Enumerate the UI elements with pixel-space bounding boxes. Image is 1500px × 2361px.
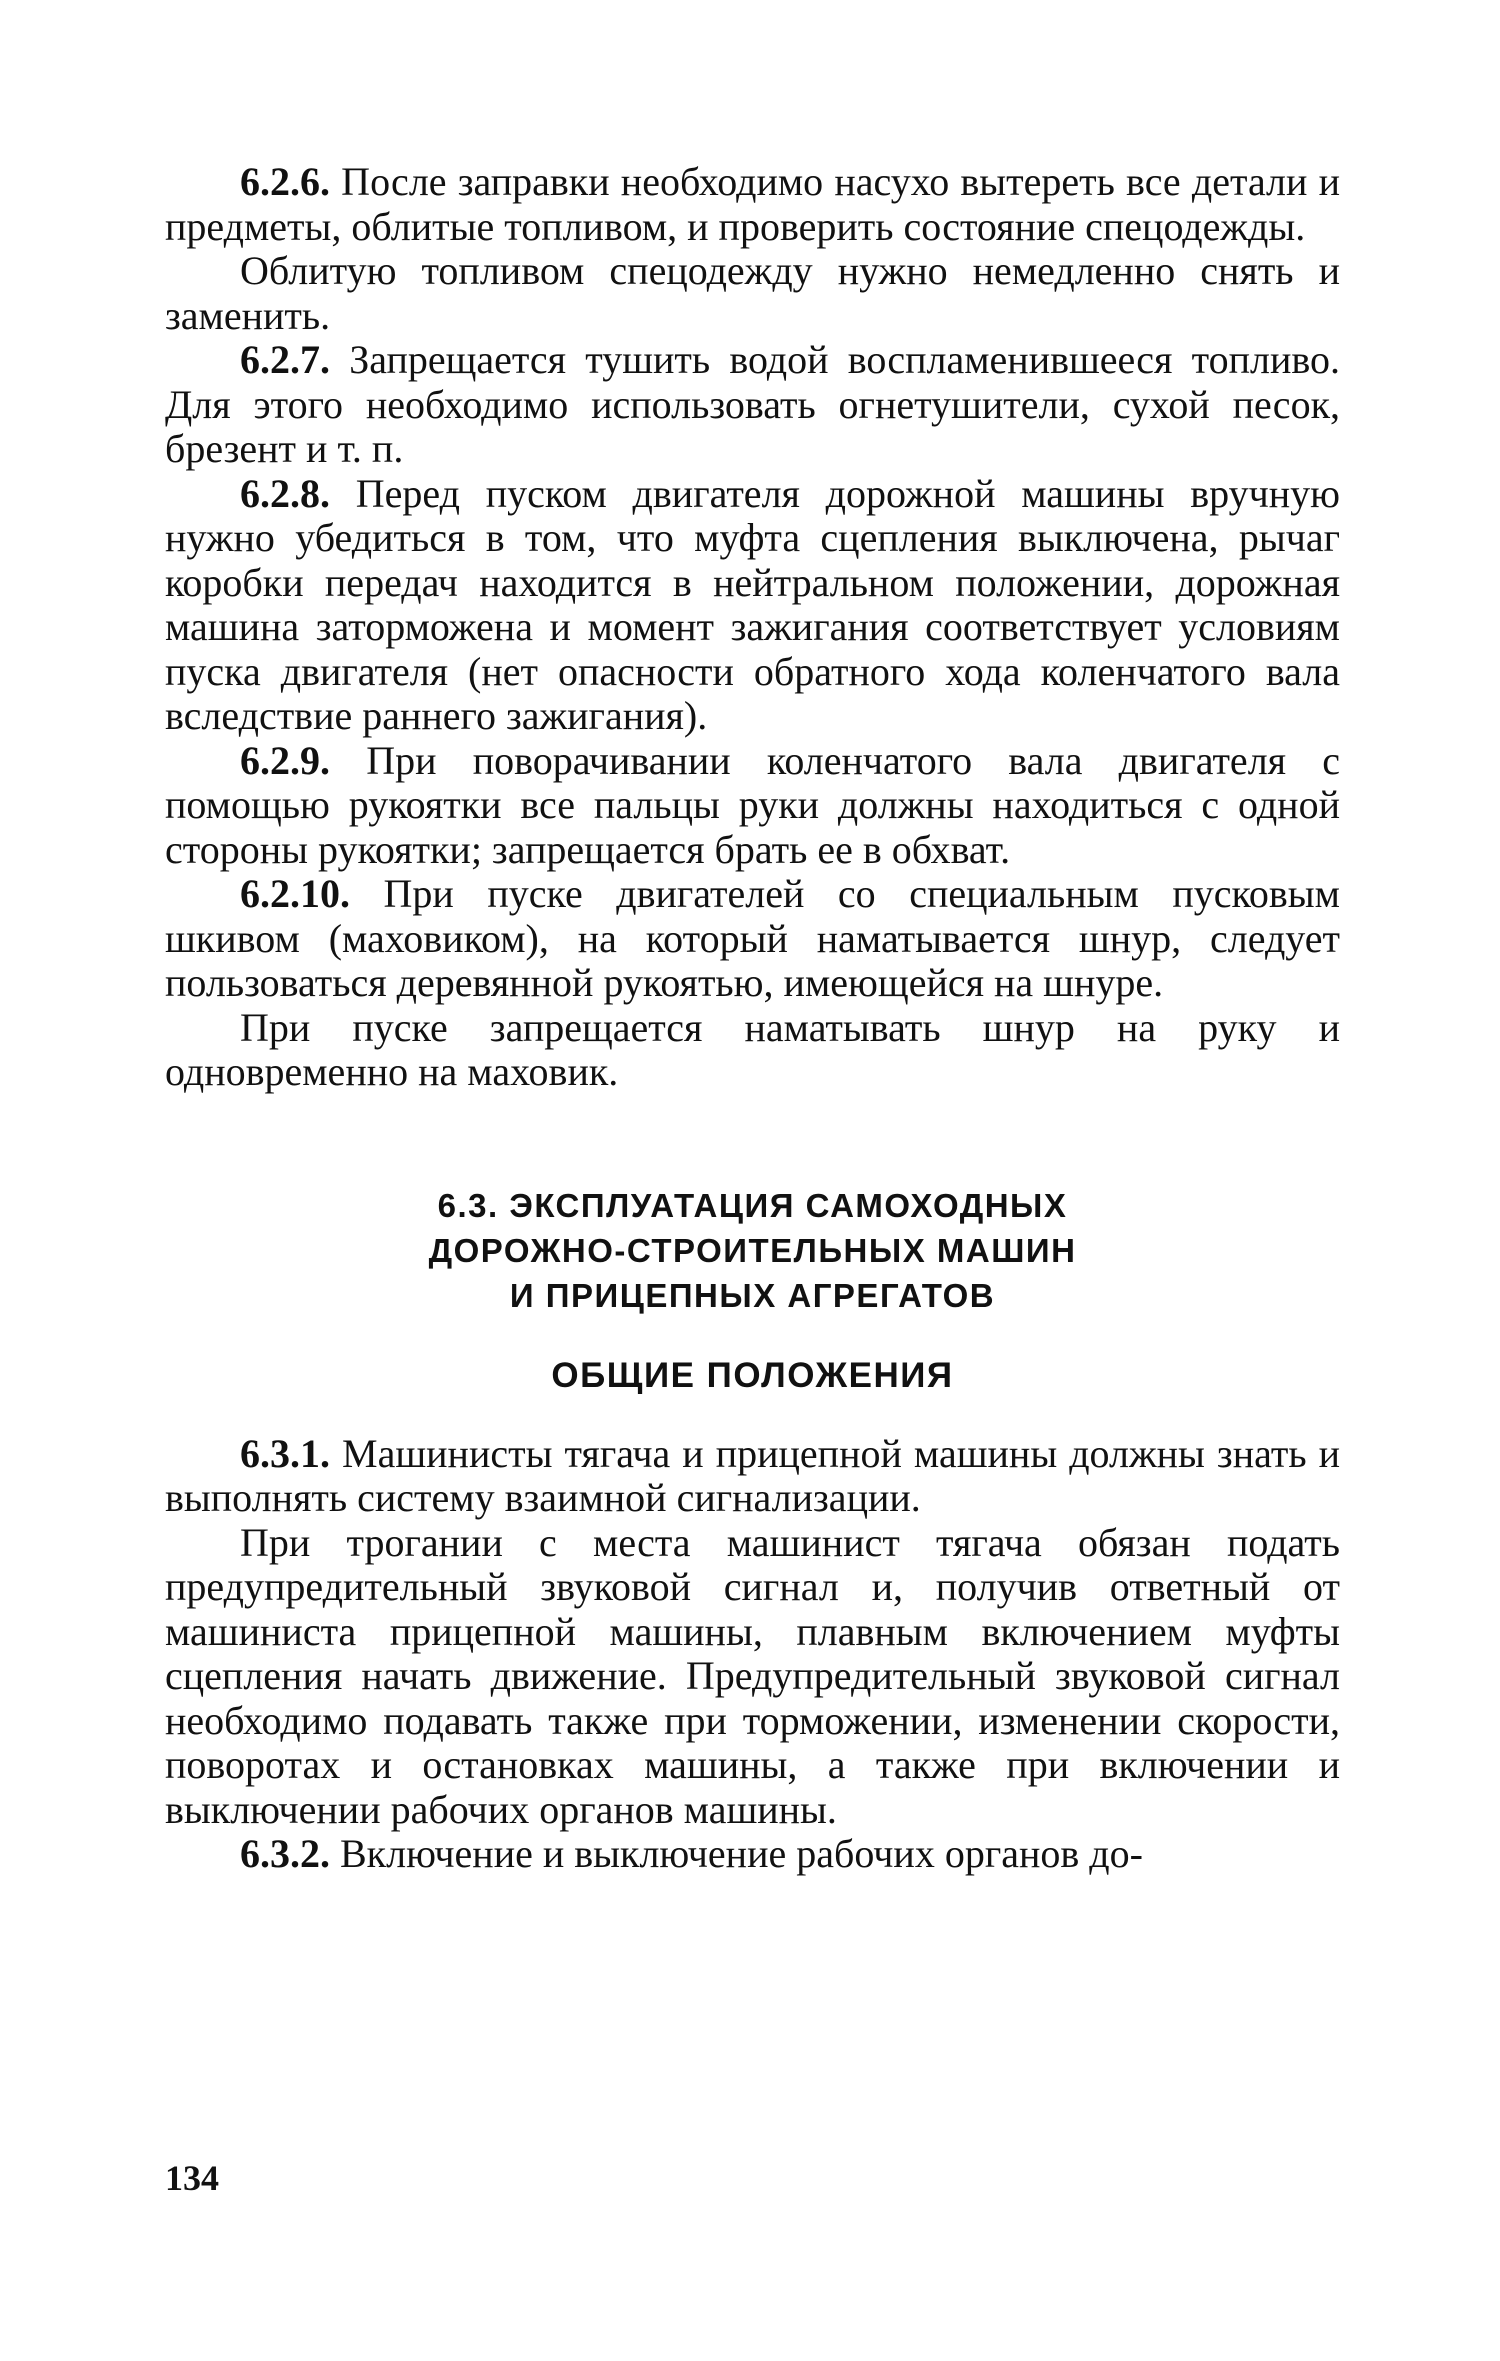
paragraph-6-2-7	[165, 338, 1340, 472]
paragraph-6-2-9	[165, 739, 1340, 873]
paragraph-text: Запрещается тушить водой воспламенившееся топливо. Для этого необходимо использовать огнетушители, сухой песок, брезент и т. п.	[165, 337, 1340, 471]
paragraph-text: После заправки необходимо насухо вытереть все детали и предметы, облитые топливом, и проверить состояние спецодежды.	[165, 159, 1340, 249]
paragraph-text: Машинисты тягача и прицепной машины должны знать и выполнять систему взаимной сигнализации.	[165, 1430, 1340, 1520]
paragraph-6-3-2	[165, 1832, 1340, 1877]
document-page	[165, 160, 1340, 1877]
paragraph-text: Облитую топливом спецодежду нужно немедленно снять и заменить.	[165, 248, 1340, 338]
paragraph-6-2-10-continued	[165, 1006, 1340, 1095]
paragraph-text: При поворачивании коленчатого вала двигателя с помощью рукоятки все пальцы руки должны находиться с одной стороны рукоятки; запрещается брать ее в обхват.	[165, 737, 1340, 872]
section-spacer	[165, 1095, 1340, 1183]
paragraph-6-2-6	[165, 160, 1340, 249]
paragraph-6-2-8	[165, 472, 1340, 739]
subsection-spacer	[165, 1318, 1340, 1356]
section-title-line-2: ДОРОЖНО-СТРОИТЕЛЬНЫХ МАШИН	[428, 1231, 1077, 1269]
clause-number: 6.2.8.	[240, 470, 330, 516]
subsection-title: ОБЩИЕ ПОЛОЖЕНИЯ	[551, 1355, 954, 1395]
paragraph-6-3-1-continued	[165, 1521, 1340, 1833]
clause-number: 6.3.1.	[240, 1430, 330, 1476]
paragraph-text: При трогании с места машинист тягача обязан подать предупредительный звуковой сигнал и, получив ответный от машиниста прицепной машины, плавным включением муфты сцепления начать движение. Предупредительный звуковой сигнал необходимо подавать также при торможении, изменении скорости, поворотах и остановках машины, а также при включении и выключении рабочих органов машины.	[165, 1519, 1340, 1832]
paragraph-text: Включение и выключение рабочих органов до-	[330, 1831, 1143, 1876]
paragraph-6-2-10	[165, 872, 1340, 1006]
section-title-line-1: 6.3. ЭКСПЛУАТАЦИЯ САМОХОДНЫХ	[437, 1186, 1068, 1224]
paragraph-text: При пуске запрещается наматывать шнур на руку и одновременно на маховик.	[165, 1004, 1340, 1094]
clause-number: 6.2.6.	[240, 159, 330, 204]
clause-number: 6.2.9.	[240, 737, 330, 783]
clause-number: 6.3.2.	[240, 1831, 330, 1876]
clause-number: 6.2.7.	[240, 337, 330, 382]
paragraph-6-3-1	[165, 1432, 1340, 1521]
clause-number: 6.2.10.	[240, 871, 350, 916]
paragraph-spacer	[165, 1396, 1340, 1432]
paragraph-text: Перед пуском двигателя дорожной машины вручную нужно убедиться в том, что муфта сцепления выключена, рычаг коробки передач находится в нейтральном положении, дорожная машина заторможена и момент зажигания соответствует условиям пуска двигателя (нет опасности обратного хода коленчатого вала вследствие раннего зажигания).	[165, 470, 1340, 738]
section-title	[165, 1183, 1340, 1318]
paragraph-text: При пуске двигателей со специальным пусковым шкивом (маховиком), на который наматывается шнур, следует пользоваться деревянной рукоятью, имеющейся на шнуре.	[165, 871, 1340, 1005]
section-title-line-3: И ПРИЦЕПНЫХ АГРЕГАТОВ	[509, 1276, 996, 1314]
paragraph-6-2-6-continued	[165, 249, 1340, 338]
page-number: 134	[165, 2158, 219, 2198]
